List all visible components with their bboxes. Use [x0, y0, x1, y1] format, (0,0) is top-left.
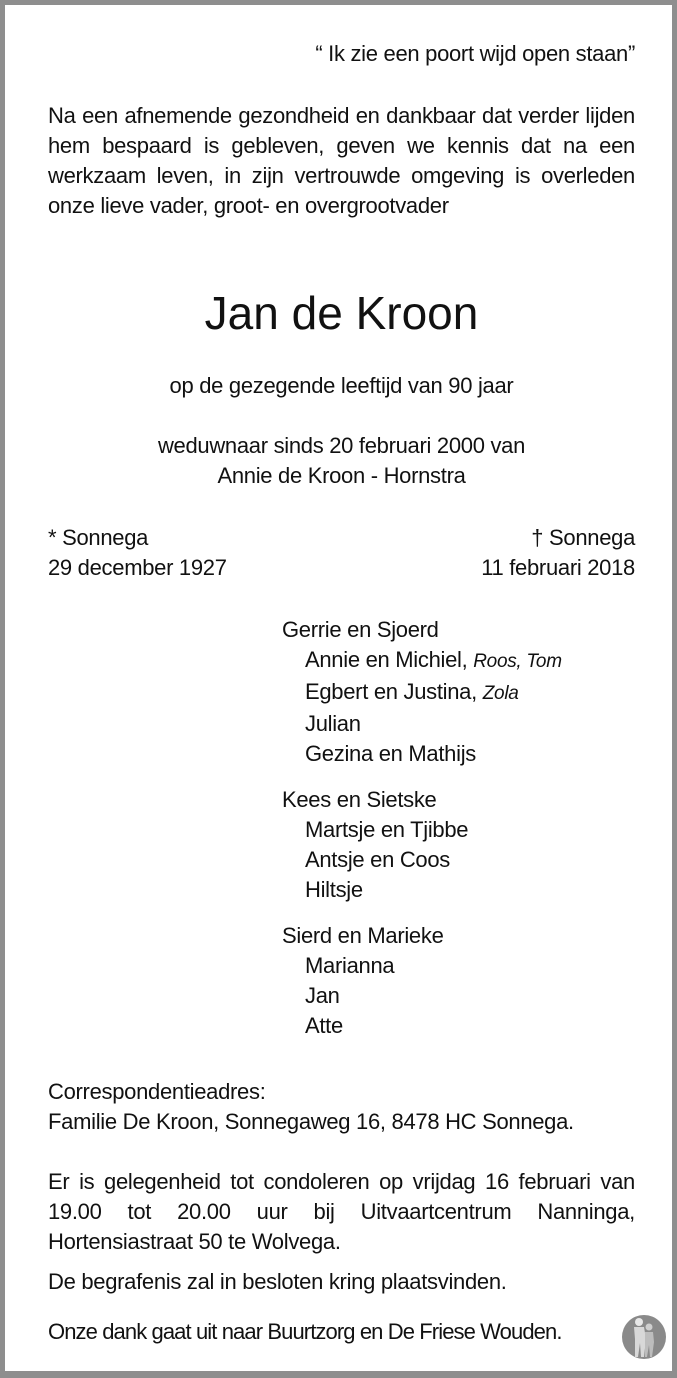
- family-child: [282, 677, 562, 709]
- family-child: [282, 645, 562, 677]
- thanks-line: Onze dank gaat uit naar Buurtzorg en De Friese Wouden.: [48, 1319, 562, 1344]
- family-parents: Kees en Sietske: [282, 787, 437, 812]
- birth-place: * Sonnega: [48, 525, 149, 550]
- family-group: [282, 615, 562, 769]
- death-place: † Sonnega: [531, 525, 635, 550]
- family-child: Gezina en Mathijs: [305, 741, 476, 766]
- death-info: [481, 523, 635, 583]
- grandchildren: Roos, Tom: [473, 651, 562, 672]
- deceased-name: Jan de Kroon: [204, 287, 479, 339]
- birth-info: [48, 523, 227, 583]
- motto-quote: “ Ik zie een poort wijd open staan”: [315, 41, 635, 66]
- family-list: [282, 615, 562, 1057]
- family-child: Atte: [305, 1013, 343, 1038]
- family-child: Hiltsje: [305, 877, 363, 902]
- widower-line: [48, 431, 635, 491]
- family-child: Marianna: [305, 953, 395, 978]
- family-group: [282, 785, 562, 905]
- birth-date: 29 december 1927: [48, 555, 227, 580]
- age-line: op de gezegende leeftijd van 90 jaar: [169, 373, 514, 398]
- child-name: Egbert en Justina,: [305, 679, 477, 704]
- funeral-info: De begrafenis zal in besloten kring plaatsvinden.: [48, 1269, 507, 1294]
- widower-line-2: Annie de Kroon - Hornstra: [217, 463, 466, 488]
- family-parents: Sierd en Marieke: [282, 923, 444, 948]
- obituary-card: [5, 5, 672, 1371]
- family-child: Julian: [305, 711, 361, 736]
- grandchildren: Zola: [482, 683, 519, 704]
- intro-paragraph: Na een afnemende gezondheid en dankbaar dat verder lijden hem bespaard is gebleven, geven we kennis dat na een werkzaam leven, in zijn vertrouwde omgeving is overleden onze lieve vader, groot- en overgrootvader: [48, 103, 635, 218]
- condolence-info: Er is gelegenheid tot condoleren op vrijdag 16 februari van 19.00 tot 20.00 uur bij Uitvaartcentrum Nanninga, Hortensiastraat 50 te Wolvega.: [48, 1169, 635, 1254]
- family-group: [282, 921, 562, 1041]
- correspondence-address: [48, 1077, 635, 1137]
- correspondence-label: Correspondentieadres:: [48, 1079, 266, 1104]
- family-child: Martsje en Tjibbe: [305, 817, 469, 842]
- family-child: Antsje en Coos: [305, 847, 450, 872]
- correspondence-address-text: Familie De Kroon, Sonnegaweg 16, 8478 HC Sonnega.: [48, 1109, 574, 1134]
- child-name: Annie en Michiel,: [305, 647, 468, 672]
- widower-line-1: weduwnaar sinds 20 februari 2000 van: [157, 433, 526, 458]
- death-date: 11 februari 2018: [481, 555, 635, 580]
- memorial-logo-icon: [620, 1313, 668, 1361]
- family-child: Jan: [305, 983, 340, 1008]
- family-parents: Gerrie en Sjoerd: [282, 617, 439, 642]
